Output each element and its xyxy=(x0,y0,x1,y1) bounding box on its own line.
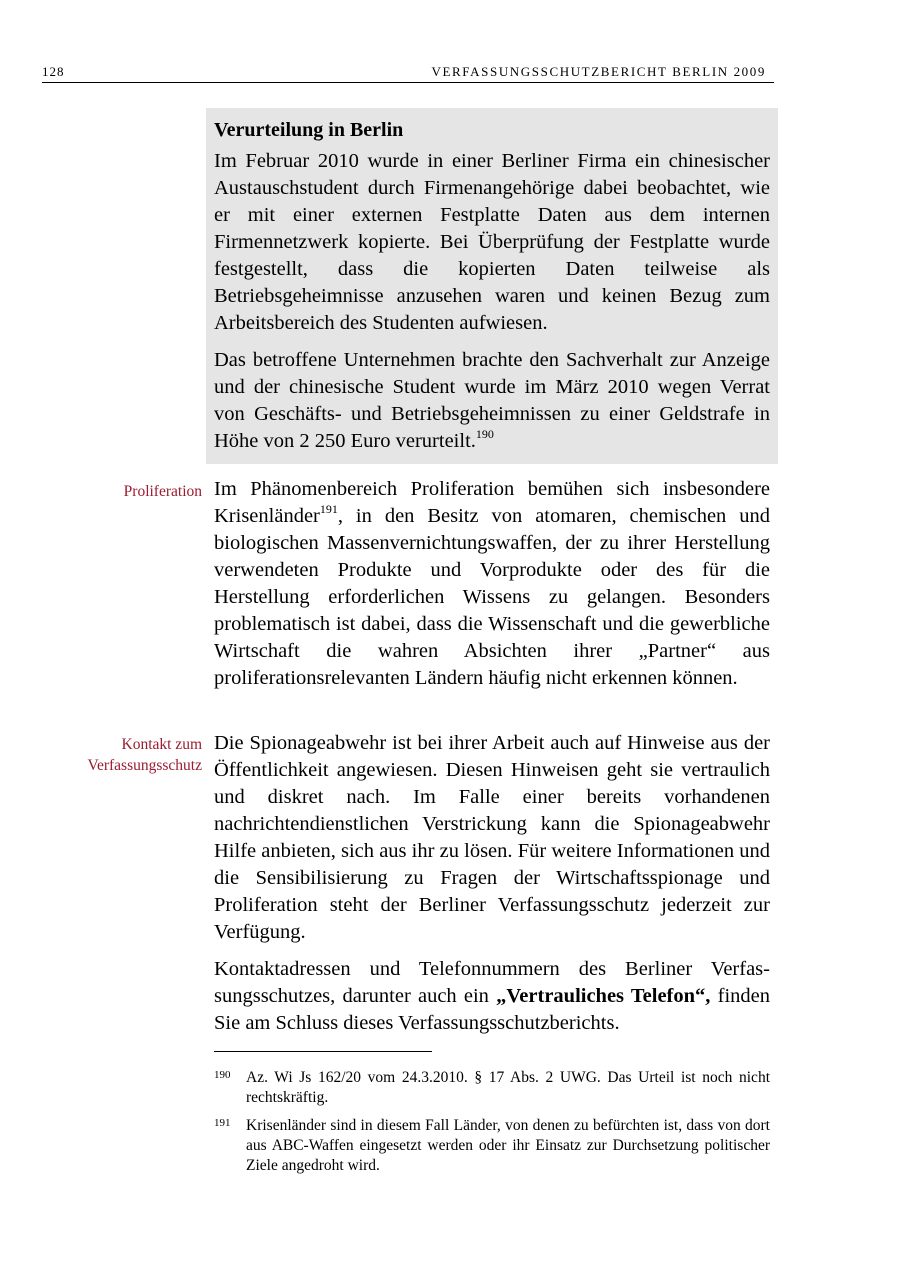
highlight-box xyxy=(206,108,778,464)
footnote-ref-190[interactable]: 190 xyxy=(475,427,494,441)
footnotes xyxy=(214,1068,770,1184)
proliferation-paragraph xyxy=(214,476,770,692)
box-heading: Verurteilung in Berlin xyxy=(214,119,404,141)
page-number: 128 xyxy=(42,64,65,79)
footnote-text: Krisenländer sind in diesem Fall Länder, von denen zu befürchten ist, dass von dort aus ABC-Waffen eingesetzt werden oder ihr Einsatz zur Durchsetzung politischer Ziele angedroht wird. xyxy=(246,1117,770,1174)
running-header xyxy=(42,62,774,83)
box-paragraph-1: Im Februar 2010 wurde in einer Berliner Firma ein chinesischer Austauschstudent durch Firmenangehörige dabei beobachtet, wie er mit einer externen Festplatte Daten aus dem internen Firmennetzwerk kopierte. Bei Überprüfung der Festplatte wurde festgestellt, dass die kopierten Daten teilweise als Betriebsgeheimnisse anzusehen waren und keinen Bezug zum Arbeitsbereich des Studenten aufwiesen. xyxy=(214,150,770,334)
footnote-number: 191 xyxy=(214,1117,231,1129)
footnote-190 xyxy=(214,1068,770,1108)
section-proliferation xyxy=(214,476,770,692)
proliferation-text-end: , in den Besitz von atomaren, chemischen und biologischen Massenvernichtungswaffen, der zu ihrer Herstellung verwendeten Produkte und Vorprodukte oder des für die Herstellung erforderlichen Wissens zu gelangen. Besonders problematisch ist dabei, dass die Wissenschaft und die gewerbliche Wirtschaft die wahren Absichten ihrer „Partner“ aus proliferationsrelevanten Ländern häufig nicht erkennen können. xyxy=(214,505,770,689)
proliferation-text-start: Im Phänomenbereich Proliferation bemühen sich insbesondere Krisenländer xyxy=(214,478,770,527)
footnote-191 xyxy=(214,1116,770,1176)
box-paragraph-2-text: Das betroffene Unternehmen brachte den Sachverhalt zur Anzeige und der chinesische Student wurde im März 2010 wegen Verrat von Geschäfts- und Betriebsgeheimnissen zu einer Geldstrafe in Höhe von 2 250 Euro verurteilt. xyxy=(214,349,770,452)
contact-text-start: Kontaktadressen und Telefonnummern des Berliner Verfassungsschutzes, darunter auch ein xyxy=(214,958,770,1007)
footnote-ref-191[interactable]: 191 xyxy=(319,502,338,516)
contact-text-end: finden Sie am Schluss dieses Verfassungsschutzberichts. xyxy=(214,985,770,1034)
footnote-separator xyxy=(214,1051,432,1052)
margin-note-contact xyxy=(87,734,202,776)
contact-paragraph-2 xyxy=(214,956,770,1037)
footnote-text: Az. Wi Js 162/20 vom 24.3.2010. § 17 Abs. 2 UWG. Das Urteil ist noch nicht rechtskräftig. xyxy=(246,1069,770,1106)
footnote-number: 190 xyxy=(214,1069,231,1081)
margin-note-contact-line-2: Verfassungsschutz xyxy=(87,757,202,774)
confidential-phone-label: „Vertrauliches Telefon“, xyxy=(496,985,711,1007)
header-title: VERFASSUNGSSCHUTZBERICHT BERLIN 2009 xyxy=(431,64,766,79)
section-contact xyxy=(214,730,770,1037)
margin-note-proliferation: Proliferation xyxy=(123,483,202,500)
margin-note-contact-line-1: Kontakt zum xyxy=(121,736,202,753)
contact-paragraph-1: Die Spionageabwehr ist bei ihrer Arbeit auch auf Hinweise aus der Öffentlichkeit angewiesen. Diesen Hinweisen geht sie vertraulich und diskret nach. Im Falle einer bereits vorhandenen nachrichtendienstlichen Verstrickung kann die Spionageabwehr Hilfe anbieten, sich aus ihr zu lösen. Für weitere Informationen und die Sensibilisierung zu Fragen der Wirtschaftsspionage und Proliferation steht der Berliner Verfassungsschutz jederzeit zur Verfügung. xyxy=(214,732,770,943)
box-paragraph-2 xyxy=(214,347,770,455)
